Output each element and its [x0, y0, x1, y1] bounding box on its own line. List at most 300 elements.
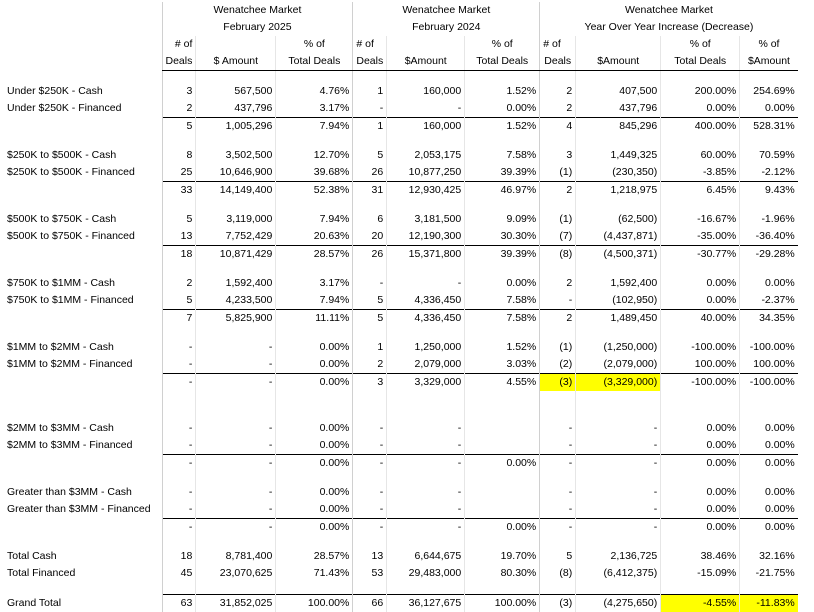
pct-2025: 71.43% — [276, 565, 353, 582]
pct-2025: 0.00% — [276, 374, 353, 392]
col-deals: Deals — [353, 53, 387, 71]
spacer-cell — [4, 391, 162, 403]
pct-amount-yoy: 70.59% — [740, 147, 798, 164]
table-row — [4, 437, 798, 455]
header-feb2025-market: Wenatchee Market — [162, 2, 353, 19]
row-label: $1MM to $2MM - Cash — [4, 339, 162, 356]
spacer-cell — [540, 71, 576, 84]
deals-2024: - — [353, 275, 387, 292]
amount-yoy: (6,412,375) — [576, 565, 661, 582]
spacer-cell — [540, 472, 576, 484]
pct-2024: 4.55% — [465, 374, 540, 392]
row-label — [4, 374, 162, 392]
pct-2024: 1.52% — [465, 118, 540, 136]
deals-yoy: (1) — [540, 339, 576, 356]
spacer-cell — [162, 263, 196, 275]
header-row-col-bottom — [4, 53, 798, 71]
deals-2025: 3 — [162, 83, 196, 100]
spacer-cell — [387, 536, 465, 548]
spacer-cell — [353, 263, 387, 275]
spacer-cell — [276, 263, 353, 275]
col-amount: $ Amount — [196, 53, 276, 71]
spacer-cell — [465, 536, 540, 548]
pct-amount-yoy: -29.28% — [740, 246, 798, 264]
spacer-cell — [540, 135, 576, 147]
spacer-cell — [576, 582, 661, 595]
amount-2025: - — [196, 374, 276, 392]
pct-deals-yoy: 0.00% — [661, 501, 740, 519]
row-label: $750K to $1MM - Financed — [4, 292, 162, 310]
amount-2025: 8,781,400 — [196, 548, 276, 565]
pct-2025: 0.00% — [276, 455, 353, 473]
spacer-cell — [576, 135, 661, 147]
pct-2025: 39.68% — [276, 164, 353, 182]
subtotal-row — [4, 374, 798, 392]
spacer-cell — [540, 327, 576, 339]
deals-yoy: 3 — [540, 147, 576, 164]
deals-2024: 20 — [353, 228, 387, 246]
pct-amount-yoy: -2.12% — [740, 164, 798, 182]
pct-2025: 3.17% — [276, 100, 353, 118]
pct-2025: 28.57% — [276, 246, 353, 264]
deals-2024: 5 — [353, 292, 387, 310]
row-label — [4, 455, 162, 473]
deals-2024: 2 — [353, 356, 387, 374]
pct-amount-yoy: 0.00% — [740, 437, 798, 455]
pct-amount-yoy: 34.35% — [740, 310, 798, 328]
deals-2025: - — [162, 455, 196, 473]
deals-2025: 25 — [162, 164, 196, 182]
deals-yoy: 2 — [540, 310, 576, 328]
subtotal-row — [4, 182, 798, 200]
spacer-cell — [276, 199, 353, 211]
amount-2025: 7,752,429 — [196, 228, 276, 246]
spacer-cell — [576, 71, 661, 84]
spacer-cell — [661, 71, 740, 84]
amount-2025: 1,005,296 — [196, 118, 276, 136]
spacer-cell — [353, 199, 387, 211]
pct-deals-yoy: -30.77% — [661, 246, 740, 264]
amount-2024: 10,877,250 — [387, 164, 465, 182]
deals-yoy: (1) — [540, 211, 576, 228]
row-label: $750K to $1MM - Cash — [4, 275, 162, 292]
table-row — [4, 501, 798, 519]
deals-2024: - — [353, 437, 387, 455]
deals-2024: 6 — [353, 211, 387, 228]
spacer-cell — [162, 135, 196, 147]
pct-deals-yoy: 200.00% — [661, 83, 740, 100]
spacer-cell — [353, 391, 387, 403]
pct-2025: 7.94% — [276, 211, 353, 228]
pct-amount-yoy: 32.16% — [740, 548, 798, 565]
header-blank — [4, 36, 162, 53]
spacer-cell — [540, 582, 576, 595]
pct-2024: 1.52% — [465, 339, 540, 356]
spacer-cell — [465, 263, 540, 275]
spacer-cell — [740, 71, 798, 84]
table-row — [4, 565, 798, 582]
deals-yoy: 4 — [540, 118, 576, 136]
pct-2024: 0.00% — [465, 275, 540, 292]
spacer-cell — [162, 536, 196, 548]
spacer-cell — [465, 472, 540, 484]
spacer-cell — [740, 263, 798, 275]
spacer-cell — [540, 536, 576, 548]
pct-deals-yoy: -3.85% — [661, 164, 740, 182]
spacer-row — [4, 71, 798, 84]
amount-yoy: - — [576, 484, 661, 501]
row-label: Under $250K - Cash — [4, 83, 162, 100]
row-label: $500K to $750K - Cash — [4, 211, 162, 228]
spacer-cell — [162, 327, 196, 339]
amount-yoy: 845,296 — [576, 118, 661, 136]
pct-deals-yoy: -35.00% — [661, 228, 740, 246]
deals-2024: - — [353, 420, 387, 437]
spacer-cell — [276, 536, 353, 548]
table-row — [4, 420, 798, 437]
spacer-cell — [353, 472, 387, 484]
subtotal-row — [4, 310, 798, 328]
spacer-cell — [387, 199, 465, 211]
col-pct-total-deals: Total Deals — [276, 53, 353, 71]
deals-yoy: (3) — [540, 595, 576, 612]
spacer-cell — [661, 536, 740, 548]
header-feb2024-market: Wenatchee Market — [353, 2, 540, 19]
spacer-cell — [353, 536, 387, 548]
col-pct-amount: $Amount — [740, 53, 798, 71]
pct-2025: 0.00% — [276, 339, 353, 356]
deals-2024: 1 — [353, 118, 387, 136]
row-label: Grand Total — [4, 595, 162, 612]
deals-yoy: - — [540, 420, 576, 437]
row-label: Total Financed — [4, 565, 162, 582]
row-label: $250K to $500K - Cash — [4, 147, 162, 164]
pct-2024: 9.09% — [465, 211, 540, 228]
amount-2024: 6,644,675 — [387, 548, 465, 565]
pct-2024 — [465, 437, 540, 455]
spacer-cell — [4, 263, 162, 275]
spacer-cell — [276, 391, 353, 403]
row-label: $1MM to $2MM - Financed — [4, 356, 162, 374]
amount-2024: 160,000 — [387, 83, 465, 100]
amount-yoy: (4,437,871) — [576, 228, 661, 246]
spacer-cell — [661, 263, 740, 275]
spacer-cell — [4, 327, 162, 339]
pct-deals-yoy: 0.00% — [661, 519, 740, 537]
spacer-cell — [576, 263, 661, 275]
spacer-cell — [576, 391, 661, 403]
table-row — [4, 83, 798, 100]
deals-2025: 8 — [162, 147, 196, 164]
deals-yoy: (7) — [540, 228, 576, 246]
pct-deals-yoy: 0.00% — [661, 292, 740, 310]
deals-yoy: - — [540, 437, 576, 455]
table-row — [4, 484, 798, 501]
deals-2024: 1 — [353, 83, 387, 100]
amount-yoy: - — [576, 437, 661, 455]
header-row-period — [4, 19, 798, 36]
deals-2025: 18 — [162, 548, 196, 565]
amount-2025: 23,070,625 — [196, 565, 276, 582]
amount-yoy: (4,275,650) — [576, 595, 661, 612]
spacer-cell — [4, 472, 162, 484]
row-label — [4, 182, 162, 200]
pct-2024: 7.58% — [465, 310, 540, 328]
spacer-row — [4, 536, 798, 548]
spacer-cell — [276, 582, 353, 595]
spacer-cell — [576, 472, 661, 484]
deals-2024: 31 — [353, 182, 387, 200]
deals-2024: - — [353, 100, 387, 118]
spacer-cell — [465, 582, 540, 595]
pct-deals-yoy: 0.00% — [661, 484, 740, 501]
deals-2024: - — [353, 455, 387, 473]
subtotal-row — [4, 455, 798, 473]
pct-2025: 20.63% — [276, 228, 353, 246]
spacer-cell — [540, 199, 576, 211]
spacer-cell — [387, 582, 465, 595]
pct-amount-yoy: -21.75% — [740, 565, 798, 582]
header-blank — [4, 2, 162, 19]
table-row — [4, 339, 798, 356]
amount-2024: 4,336,450 — [387, 310, 465, 328]
deals-2025: - — [162, 501, 196, 519]
amount-yoy: (1,250,000) — [576, 339, 661, 356]
amount-2025: 567,500 — [196, 83, 276, 100]
pct-amount-yoy: -36.40% — [740, 228, 798, 246]
spacer-cell — [387, 263, 465, 275]
subtotal-row — [4, 519, 798, 537]
spacer-cell — [540, 391, 576, 403]
pct-deals-yoy: -100.00% — [661, 339, 740, 356]
deals-2025: - — [162, 356, 196, 374]
col-deals: Deals — [540, 53, 576, 71]
pct-deals-yoy: -100.00% — [661, 374, 740, 392]
deals-yoy: (8) — [540, 565, 576, 582]
pct-deals-yoy: 38.46% — [661, 548, 740, 565]
spacer-cell — [196, 327, 276, 339]
row-label: $250K to $500K - Financed — [4, 164, 162, 182]
deals-yoy: - — [540, 455, 576, 473]
market-comparison-table — [4, 2, 798, 612]
spacer-cell — [196, 199, 276, 211]
deals-2024: - — [353, 501, 387, 519]
deals-2024: 5 — [353, 310, 387, 328]
pct-2025: 7.94% — [276, 118, 353, 136]
pct-2025: 12.70% — [276, 147, 353, 164]
col-pct-total-deals: Total Deals — [661, 53, 740, 71]
amount-yoy: (62,500) — [576, 211, 661, 228]
deals-2025 — [162, 403, 196, 420]
row-label: Greater than $3MM - Cash — [4, 484, 162, 501]
amount-2024: 1,250,000 — [387, 339, 465, 356]
row-label — [4, 310, 162, 328]
pct-deals-yoy: 400.00% — [661, 118, 740, 136]
deals-2024: 66 — [353, 595, 387, 612]
header-blank — [4, 19, 162, 36]
amount-2025: 3,119,000 — [196, 211, 276, 228]
header-feb2025-period: February 2025 — [162, 19, 353, 36]
spacer-cell — [387, 391, 465, 403]
spacer-cell — [353, 71, 387, 84]
pct-2025: 52.38% — [276, 182, 353, 200]
amount-yoy: 1,218,975 — [576, 182, 661, 200]
pct-2025: 0.00% — [276, 519, 353, 537]
spacer-cell — [162, 71, 196, 84]
spacer-cell — [661, 199, 740, 211]
amount-2024: - — [387, 100, 465, 118]
amount-2025: 10,871,429 — [196, 246, 276, 264]
row-label — [4, 246, 162, 264]
amount-2024: 4,336,450 — [387, 292, 465, 310]
deals-2025: 45 — [162, 565, 196, 582]
pct-amount-yoy: 0.00% — [740, 501, 798, 519]
deals-2025: - — [162, 339, 196, 356]
amount-2025: 437,796 — [196, 100, 276, 118]
pct-2024 — [465, 501, 540, 519]
deals-yoy: (3) — [540, 374, 576, 392]
spacer-cell — [387, 472, 465, 484]
deals-2025: - — [162, 374, 196, 392]
blank — [576, 36, 661, 53]
table-row — [4, 100, 798, 118]
amount-yoy: - — [576, 420, 661, 437]
amount-yoy: 2,136,725 — [576, 548, 661, 565]
amount-2024: - — [387, 519, 465, 537]
col-amount: $Amount — [387, 53, 465, 71]
spacer-cell — [196, 135, 276, 147]
spacer-cell — [661, 327, 740, 339]
pct-amount-yoy: 100.00% — [740, 356, 798, 374]
deals-2024: - — [353, 519, 387, 537]
deals-2025: 18 — [162, 246, 196, 264]
deals-2024: 5 — [353, 147, 387, 164]
deals-2024 — [353, 403, 387, 420]
spacer-cell — [661, 472, 740, 484]
row-label: Greater than $3MM - Financed — [4, 501, 162, 519]
spacer-cell — [740, 536, 798, 548]
deals-2025: 63 — [162, 595, 196, 612]
deals-yoy — [540, 403, 576, 420]
spacer-cell — [353, 582, 387, 595]
pct-2024: 0.00% — [465, 519, 540, 537]
pct-2024: 39.39% — [465, 164, 540, 182]
pct-amount-yoy: 9.43% — [740, 182, 798, 200]
spacer-cell — [353, 135, 387, 147]
pct-amount-yoy — [740, 403, 798, 420]
pct-deals-yoy — [661, 403, 740, 420]
amount-2024: - — [387, 501, 465, 519]
amount-yoy: - — [576, 501, 661, 519]
spacer-cell — [740, 199, 798, 211]
amount-2025: - — [196, 501, 276, 519]
pct-2025: 100.00% — [276, 595, 353, 612]
amount-2025: 1,592,400 — [196, 275, 276, 292]
amount-2024 — [387, 403, 465, 420]
pct-amount-yoy: 528.31% — [740, 118, 798, 136]
spacer-cell — [276, 327, 353, 339]
spacer-cell — [661, 135, 740, 147]
spacer-cell — [353, 327, 387, 339]
deals-2025: 5 — [162, 211, 196, 228]
pct-2024: 1.52% — [465, 83, 540, 100]
spacer-row — [4, 327, 798, 339]
spacer-cell — [387, 327, 465, 339]
row-label — [4, 403, 162, 420]
amount-2025: 14,149,400 — [196, 182, 276, 200]
spacer-row — [4, 263, 798, 275]
table-row — [4, 356, 798, 374]
spacer-cell — [576, 536, 661, 548]
pct-2025: 0.00% — [276, 437, 353, 455]
spacer-cell — [740, 327, 798, 339]
deals-2024: - — [353, 484, 387, 501]
spacer-cell — [576, 327, 661, 339]
row-label: $500K to $750K - Financed — [4, 228, 162, 246]
pct-2025: 0.00% — [276, 501, 353, 519]
amount-2025: 5,825,900 — [196, 310, 276, 328]
amount-yoy: 1,489,450 — [576, 310, 661, 328]
deals-2025: 13 — [162, 228, 196, 246]
spacer-row — [4, 472, 798, 484]
spacer-row — [4, 135, 798, 147]
pct-amount-yoy: 0.00% — [740, 484, 798, 501]
row-label: $2MM to $3MM - Financed — [4, 437, 162, 455]
deals-yoy: (8) — [540, 246, 576, 264]
pct-2024: 19.70% — [465, 548, 540, 565]
deals-2025: 7 — [162, 310, 196, 328]
pct-amount-yoy: 0.00% — [740, 519, 798, 537]
pct-2025 — [276, 403, 353, 420]
spacer-cell — [4, 536, 162, 548]
subtotal-row — [4, 246, 798, 264]
pct-amount-yoy: -100.00% — [740, 339, 798, 356]
amount-2025: - — [196, 437, 276, 455]
deals-2025: 2 — [162, 100, 196, 118]
spacer-cell — [465, 135, 540, 147]
amount-2025: - — [196, 420, 276, 437]
deals-yoy: 2 — [540, 100, 576, 118]
amount-yoy: - — [576, 519, 661, 537]
deals-2025: - — [162, 420, 196, 437]
amount-2024: 12,930,425 — [387, 182, 465, 200]
amount-2024: - — [387, 420, 465, 437]
pct-2024: 80.30% — [465, 565, 540, 582]
table-row — [4, 211, 798, 228]
amount-2024: 2,079,000 — [387, 356, 465, 374]
amount-yoy: 437,796 — [576, 100, 661, 118]
pct-deals-yoy: 6.45% — [661, 182, 740, 200]
deals-2024: 13 — [353, 548, 387, 565]
col-deals-top: # of — [162, 36, 196, 53]
amount-2024: 2,053,175 — [387, 147, 465, 164]
amount-yoy: (230,350) — [576, 164, 661, 182]
spacer-cell — [162, 391, 196, 403]
pct-2024: 30.30% — [465, 228, 540, 246]
pct-2024 — [465, 403, 540, 420]
spacer-cell — [387, 71, 465, 84]
pct-amount-yoy: 254.69% — [740, 83, 798, 100]
pct-amount-yoy: 0.00% — [740, 420, 798, 437]
amount-yoy — [576, 403, 661, 420]
table-row — [4, 403, 798, 420]
spacer-cell — [196, 472, 276, 484]
deals-2025: 5 — [162, 292, 196, 310]
deals-2025: 5 — [162, 118, 196, 136]
spacer-cell — [4, 71, 162, 84]
deals-2024: 53 — [353, 565, 387, 582]
deals-yoy: 2 — [540, 83, 576, 100]
